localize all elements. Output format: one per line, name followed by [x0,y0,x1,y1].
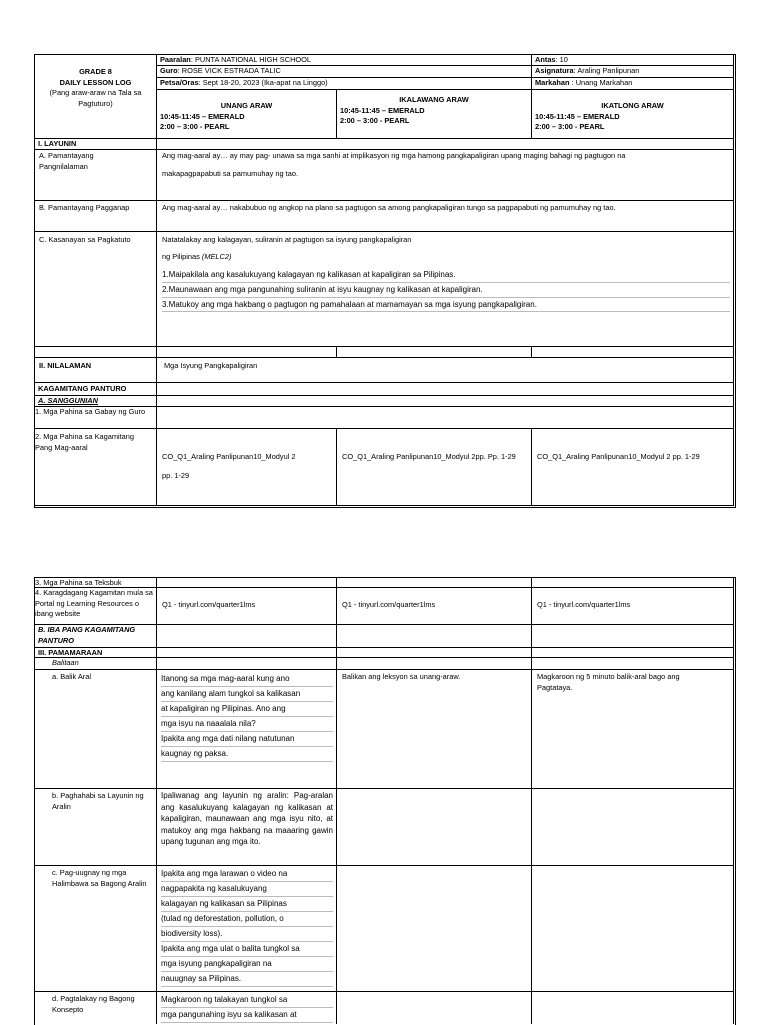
balitaan-d2 [337,658,532,670]
balitaan-d3 [532,658,734,670]
karagdagang-label: 4. Karagdagang Kagamitan mula sa Portal ng Learning Resources o ibang website [35,588,157,625]
kagamitan-title: KAGAMITANG PANTURO [35,383,157,396]
date-cell: Petsa/Oras: Sept 18-20, 2023 (Ika-apat na Linggo) [157,78,532,90]
date-value: Sept 18-20, 2023 (Ika-apat na Linggo) [202,78,328,87]
sanggunian-title: A. SANGGUNIAN [35,396,157,407]
balik-aral-d3: Magkaroon ng 5 minuto balik-aral bago ang Pagtataya. [532,670,734,789]
gabay-guro-value [157,407,734,429]
nilalaman-text: Mga Isyung Pangkapaligiran [157,358,734,383]
quarter-cell: Markahan : Unang Markahan [532,78,734,90]
kagamitang-mag-aaral-label: 2. Mga Pahina sa Kagamitang Pang Mag-aaral [35,429,157,506]
log-title: DAILY LESSON LOG [59,77,132,87]
teksbuk-d3 [532,578,734,588]
teksbuk-label: 3. Mga Pahina sa Teksbuk [35,578,157,588]
day3-header: IKATLONG ARAW 10:45-11:45 – EMERALD 2:00 – 3:00 - PEARL [532,90,734,139]
layunin-b-label: B. Pamantayang Pagganap [35,201,157,232]
paghahabi-d1: Ipaliwanag ang layunin ng aralin: Pag-aralan ang kasalukuyang kalagayan ng kalikasan at kapaligiran, maunawaan ang mga isyu nito, at matukoy ang mga hakbang na maaaring gawin upang tugunan ang mga ito. [157,789,337,866]
blank-row-left [35,347,157,358]
objective-item: 2.Maunawaan ang mga pangunahing suliranin at isyu kaugnay ng kalikasan at kapaligiran. [162,283,730,298]
pag-uugnay-label: c. Pag-uugnay ng mga Halimbawa sa Bagong Aralin [35,866,157,992]
karagdagang-d2: Q1 - tinyurl.com/quarter1lms [337,588,532,625]
level-value: 10 [559,55,568,64]
objective-item: 1.Maipakilala ang kasalukuyang kalagayan ng kalikasan at kapaligiran sa Pilipinas. [162,268,730,283]
pamamaraan-title: III. PAMAMARAAN [35,648,157,658]
iba-pang-d2 [337,625,532,648]
pag-uugnay-d1: Ipakita ang mga larawan o video na nagpapakita ng kasalukuyang kalagayan ng kalikasan sa Pilipinas (tulad ng deforestation, pollution, o biodiversity loss). Ipakita ang mga ulat o balita tungkol sa mga isyung pangkapaligiran na nauugnay sa Pilipinas. [157,866,337,992]
pagtalakay-d3 [532,992,734,1024]
karagdagang-d1: Q1 - tinyurl.com/quarter1lms [157,588,337,625]
gabay-guro-label: 1. Mga Pahina sa Gabay ng Guro [35,407,157,429]
blank-row-d1 [157,347,337,358]
quarter-value: Unang Markahan [575,78,633,87]
kagamitang-day2: CO_Q1_Araling Panlipunan10_Modyul 2pp. Pp. 1-29 [337,429,532,506]
paghahabi-d2 [337,789,532,866]
layunin-title-fill [157,139,734,150]
teksbuk-d2 [337,578,532,588]
layunin-a-text: Ang mag-aaral ay… ay may pag- unawa sa mga sanhi at implikasyon ng mga hamong pangkapaligiran upang maging bahagi ng pagtugon na makapagpapabuti sa pamumuhay ng tao. [157,150,734,201]
level-cell: Antas: 10 [532,55,734,66]
karagdagang-d3: Q1 - tinyurl.com/quarter1lms [532,588,734,625]
teksbuk-d1 [157,578,337,588]
day1-header: UNANG ARAW 10:45-11:45 – EMERALD 2:00 – 3:00 - PEARL [157,90,337,139]
header-title-cell [35,55,157,139]
iba-pang-kagamitan-label: B. IBA PANG KAGAMITANG PANTURO [35,625,157,648]
log-subtitle: (Pang araw-araw na Tala sa Pagtuturo) [49,88,142,109]
sanggunian-fill [157,396,734,407]
layunin-title: I. LAYUNIN [35,139,157,150]
layunin-b-text: Ang mag-aaral ay… nakabubuo ng angkop na plano sa pagtugon sa among pangkapaligiran tungo sa pagpapabuti ng pamumuhay ng tao. [157,201,734,232]
layunin-c-label: C. Kasanayan sa Pagkatuto [35,232,157,347]
layunin-a-label: A. Pamantayang Pangnilalaman [35,150,157,201]
paghahabi-label: b. Paghahabi sa Layunin ng Aralin [35,789,157,866]
kagamitan-title-fill [157,383,734,396]
pagtalakay-d1: Magkaroon ng talakayan tungkol sa mga pangunahing isyu sa kalikasan at [157,992,337,1024]
iba-pang-d3 [532,625,734,648]
objective-list [162,268,730,312]
subject-value: Araling Panlipunan [577,66,640,75]
objective-item: 3.Matukoy ang mga hakbang o pagtugon ng pamahalaan at mamamayan sa mga isyung pangkapaligiran. [162,298,730,313]
balik-aral-d2: Balikan ang leksyon sa unang-araw. [337,670,532,789]
balitaan-label: Balitaan [35,658,157,670]
kagamitang-day3: CO_Q1_Araling Panlipunan10_Modyul 2 pp. 1-29 [532,429,734,506]
balik-aral-d1: Itanong sa mga mag-aaral kung ano ang kanilang alam tungkol sa kalikasan at kapaligiran ng Pilipinas. Ano ang mga isyu na naaalala nila? Ipakita ang mga dati nilang natutunan kaugnay ng paksa. [157,670,337,789]
school-cell: Paaralan: PUNTA NATIONAL HIGH SCHOOL [157,55,532,66]
balik-aral-label: a. Balik Aral [35,670,157,789]
pamamaraan-d1 [157,648,337,658]
nilalaman-title: II. NILALAMAN [35,358,157,383]
paghahabi-d3 [532,789,734,866]
grade-label: GRADE 8 [79,67,112,76]
blank-row-d3 [532,347,734,358]
pamamaraan-d2 [337,648,532,658]
pag-uugnay-d3 [532,866,734,992]
pamamaraan-d3 [532,648,734,658]
day2-header: IKALAWANG ARAW 10:45-11:45 – EMERALD 2:00 – 3:00 - PEARL [337,90,532,139]
pag-uugnay-d2 [337,866,532,992]
school-name: PUNTA NATIONAL HIGH SCHOOL [194,55,312,64]
blank-row-d2 [337,347,532,358]
layunin-c-text: Natatalakay ang kalagayan, suliranin at pagtugon sa isyung pangkapaligiran ng Pilipinas (MELC2) 1.Maipakilala ang kasalukuyang kalagayan ng kalikasan at kapaligiran sa Pilipinas. 2.Maunawaan ang mga pangunahing suliranin at isyu kaugnay ng kalikasan at kapaligiran. 3.Matukoy ang mga hakbang o pagtugon ng pamahalaan at mamamayan sa mga isyung pangkapaligiran. [157,232,734,347]
balitaan-d1 [157,658,337,670]
pagtalakay-d2 [337,992,532,1024]
teacher-cell: Guro: ROSE VICK ESTRADA TALIC [157,66,532,78]
pagtalakay-label: d. Pagtalakay ng Bagong Konsepto [35,992,157,1024]
iba-pang-d1 [157,625,337,648]
kagamitang-day1: CO_Q1_Araling Panlipunan10_Modyul 2 pp. 1-29 [157,429,337,506]
teacher-name: ROSE VICK ESTRADA TALIC [181,66,281,75]
subject-cell: Asignatura: Araling Panlipunan [532,66,734,78]
